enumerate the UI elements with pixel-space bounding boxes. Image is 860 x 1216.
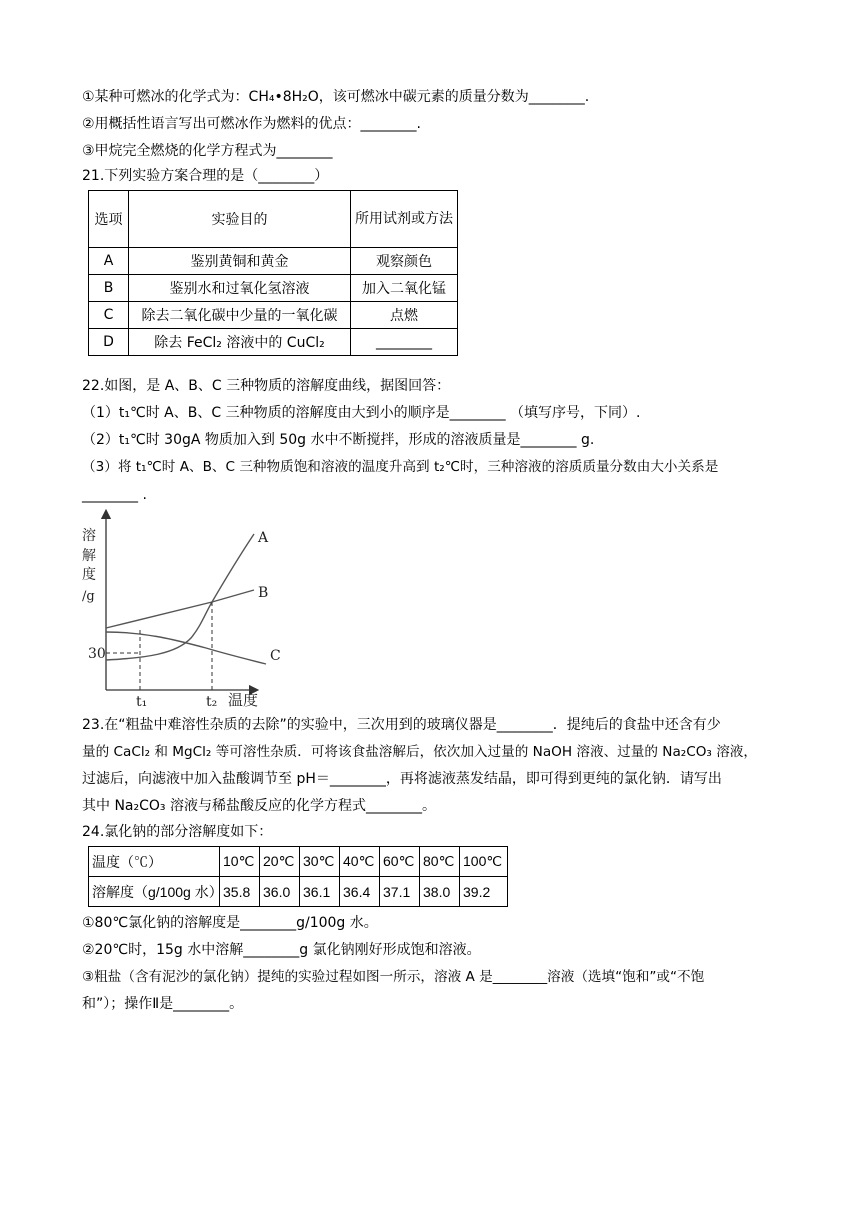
q24-part-1: ①80℃氯化钠的溶解度是________g/100g 水。 xyxy=(82,915,378,931)
table-cell: A xyxy=(89,248,129,275)
y-axis-label: 度 xyxy=(82,567,96,583)
table-cell: 80℃ xyxy=(420,847,460,877)
header-cell: 选项 xyxy=(89,191,129,248)
table-header-row xyxy=(89,191,458,248)
q22-part-1: （1）t₁℃时 A、B、C 三种物质的溶解度由大到小的顺序是________ （填写序号，下同）. xyxy=(82,405,641,421)
table-cell: 加入二氧化锰 xyxy=(351,275,458,302)
curve-c xyxy=(106,632,266,664)
y-axis-label: /g xyxy=(82,589,95,604)
header-cell: 实验目的 xyxy=(129,191,351,248)
header-cell: 所用试剂或方法 xyxy=(351,191,458,248)
q21-stem: 21.下列实验方案合理的是（________） xyxy=(82,168,329,184)
table-row xyxy=(89,275,458,302)
curve-b xyxy=(106,590,254,628)
x-tick-t2: t₂ xyxy=(206,694,218,710)
table-cell: 36.1 xyxy=(300,877,340,907)
table-cell: 温度（℃） xyxy=(89,847,220,877)
table-cell: 40℃ xyxy=(340,847,380,877)
table-cell: D xyxy=(89,329,129,356)
curve-label-a: A xyxy=(258,530,269,546)
table-cell: 37.1 xyxy=(380,877,420,907)
table-cell: 39.2 xyxy=(460,877,508,907)
table-cell: 20℃ xyxy=(260,847,300,877)
y-tick-30: 30 xyxy=(88,646,106,662)
q22-part-3-blank: ________ . xyxy=(82,487,147,503)
curve-label-c: C xyxy=(270,648,281,664)
table-cell: 30℃ xyxy=(300,847,340,877)
table-cell: 点燃 xyxy=(351,302,458,329)
q22-part-3: （3）将 t₁℃时 A、B、C 三种物质饱和溶液的温度升高到 t₂℃时，三种溶液的溶质质量分数由大小关系是 xyxy=(82,459,719,475)
table-cell: C xyxy=(89,302,129,329)
x-tick-t1: t₁ xyxy=(136,694,148,710)
table-row xyxy=(89,248,458,275)
q23-line-3: 过滤后，向滤液中加入盐酸调节至 pH＝________，再将滤液蒸发结晶，即可得到更纯的氯化钠．请写出 xyxy=(82,771,722,787)
q24-part-3-cont: 和”）；操作Ⅱ是________。 xyxy=(82,996,244,1012)
table-cell: 鉴别黄铜和黄金 xyxy=(129,248,351,275)
q20-line-1: ①某种可燃冰的化学式为：CH₄•8H₂O，该可燃冰中碳元素的质量分数为________. xyxy=(82,89,590,105)
table-cell: 35.8 xyxy=(220,877,260,907)
q20-line-3: ③甲烷完全燃烧的化学方程式为________ xyxy=(82,143,333,159)
table-cell: B xyxy=(89,275,129,302)
q24-table xyxy=(88,846,508,907)
table-cell: 38.0 xyxy=(420,877,460,907)
table-cell: 观察颜色 xyxy=(351,248,458,275)
solubility-graph xyxy=(76,508,286,710)
q23-line-2: 量的 CaCl₂ 和 MgCl₂ 等可溶性杂质．可将该食盐溶解后，依次加入过量的 NaOH 溶液、过量的 Na₂CO₃ 溶液， xyxy=(82,744,757,760)
q23-line-4: 其中 Na₂CO₃ 溶液与稀盐酸反应的化学方程式________。 xyxy=(82,798,436,814)
curve-label-b: B xyxy=(258,585,269,601)
table-cell: 60℃ xyxy=(380,847,420,877)
x-axis-label: 温度 xyxy=(228,691,259,709)
table-row xyxy=(89,877,508,907)
table-cell: 100℃ xyxy=(460,847,508,877)
table-row xyxy=(89,847,508,877)
table-row xyxy=(89,302,458,329)
table-row xyxy=(89,329,458,356)
table-cell: 36.4 xyxy=(340,877,380,907)
q24-part-3: ③粗盐（含有泥沙的氯化钠）提纯的实验过程如图一所示，溶液 A 是________溶液（选填“饱和”或“不饱 xyxy=(82,969,705,985)
q24-part-2: ②20℃时，15g 水中溶解________g 氯化钠刚好形成饱和溶液。 xyxy=(82,942,481,958)
table-cell: 溶解度（g/100g 水） xyxy=(89,877,220,907)
q20-line-2: ②用概括性语言写出可燃冰作为燃料的优点：________. xyxy=(82,116,421,132)
q23-line-1: 23.在“粗盐中难溶性杂质的去除”的实验中，三次用到的玻璃仪器是________．提纯后的食盐中还含有少 xyxy=(82,717,721,733)
q21-table xyxy=(88,190,458,356)
table-cell: ________ xyxy=(351,329,458,356)
y-axis-label: 解 xyxy=(82,548,96,564)
table-cell: 10℃ xyxy=(220,847,260,877)
table-cell: 除去 FeCl₂ 溶液中的 CuCl₂ xyxy=(129,329,351,356)
y-axis-label: 溶 xyxy=(82,528,96,544)
q24-stem: 24.氯化钠的部分溶解度如下： xyxy=(82,824,273,840)
table-cell: 36.0 xyxy=(260,877,300,907)
table-cell: 除去二氧化碳中少量的一氧化碳 xyxy=(129,302,351,329)
q22-part-2: （2）t₁℃时 30gA 物质加入到 50g 水中不断搅拌，形成的溶液质量是________ g. xyxy=(82,432,595,448)
table-cell: 鉴别水和过氧化氢溶液 xyxy=(129,275,351,302)
q22-stem: 22.如图，是 A、B、C 三种物质的溶解度曲线，据图回答： xyxy=(82,378,451,394)
